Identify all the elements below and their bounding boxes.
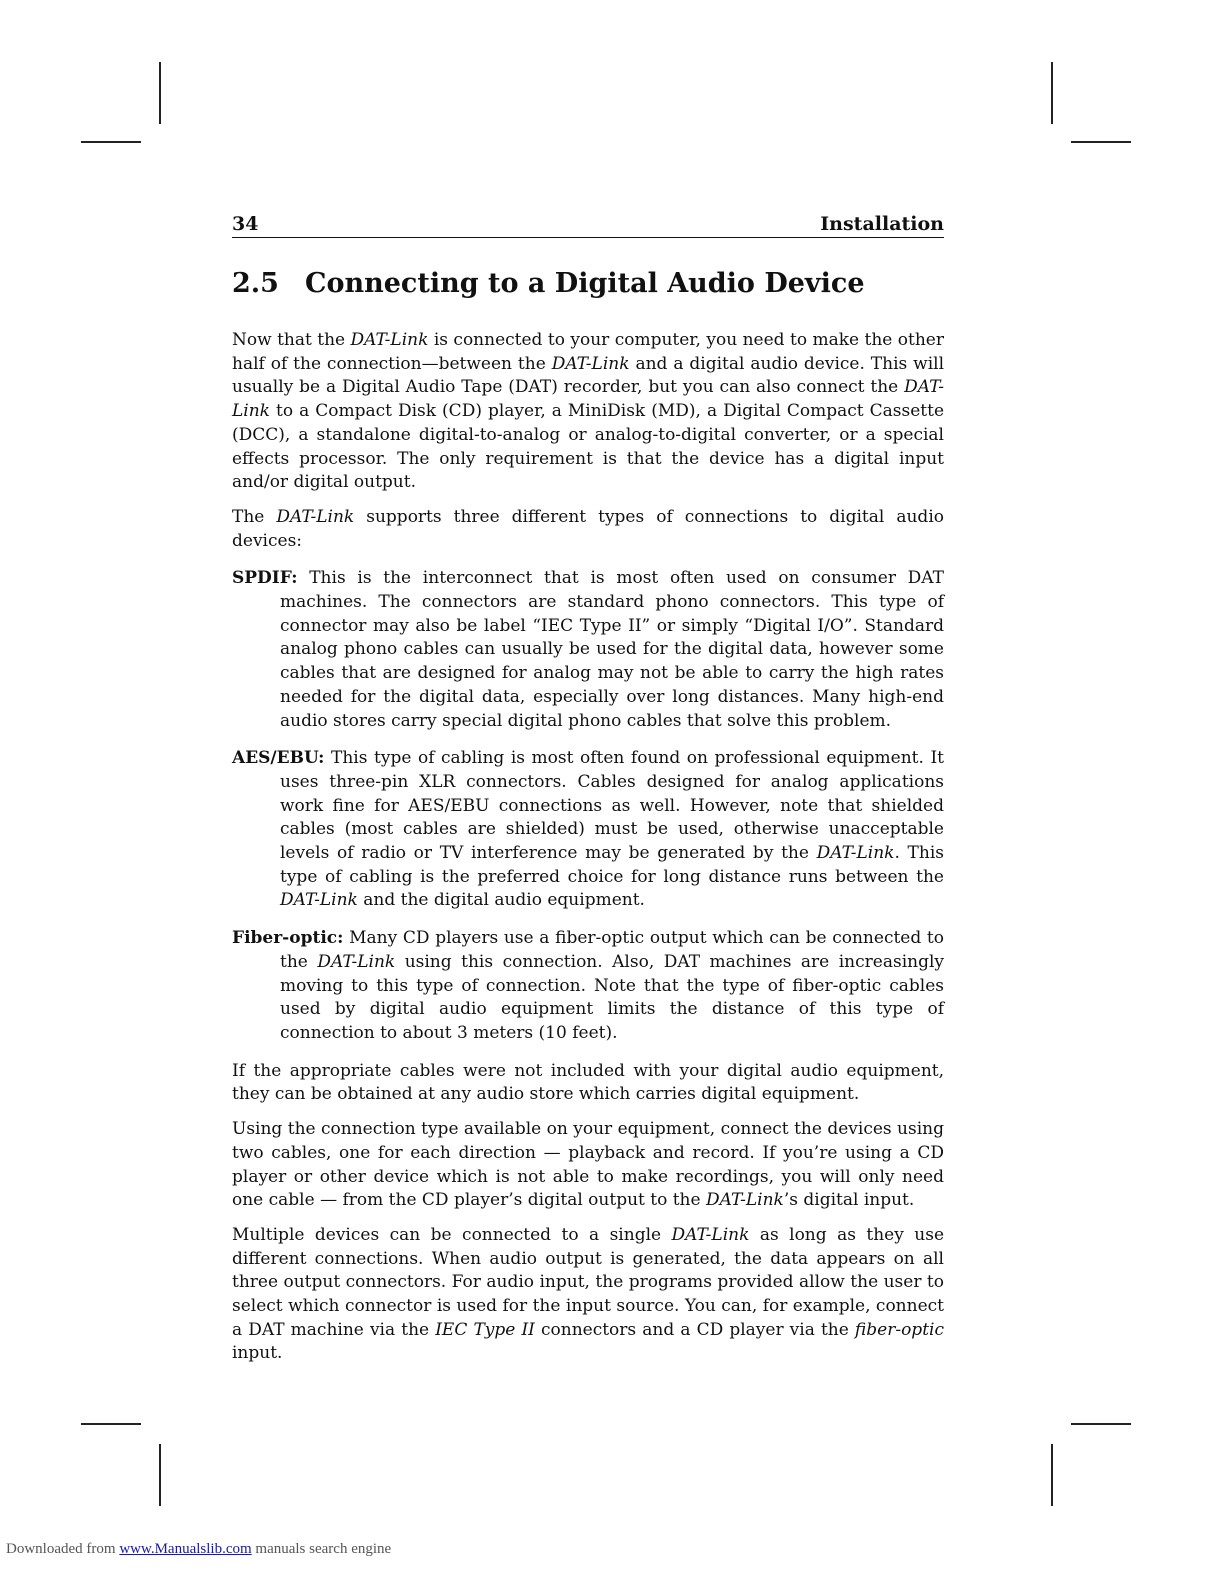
text: ’s digital input. [783, 1190, 915, 1211]
text: Multiple devices can be connected to a single [232, 1224, 672, 1245]
paragraph-multiple-devices [232, 1224, 944, 1366]
crop-mark [1071, 1423, 1131, 1425]
paragraph-connection-types [232, 506, 944, 553]
crop-mark [159, 62, 161, 124]
paragraph-connect-devices [232, 1118, 944, 1213]
crop-mark [1051, 1444, 1053, 1506]
product-name: DAT-Link [232, 377, 944, 422]
crop-mark [1051, 62, 1053, 124]
crop-mark [81, 1423, 141, 1425]
product-name: DAT-Link [816, 843, 895, 864]
definition-text: Many CD players use a fiber-optic output which can be connected to the [280, 928, 944, 972]
section-title [232, 266, 944, 302]
crop-mark [81, 141, 141, 143]
definition-spdif [232, 567, 944, 733]
definition-aes-ebu [232, 747, 944, 913]
definition-text: This is the interconnect that is most often used on consumer DAT machines. The connectors are standard phono connectors. This type of connector may also be label “IEC Type II” or simply “Digital I/O”. Standard analog phono cables can usually be used for the digital data, however some cables that are designed for analog may not be able to carry the high rates needed for the digital data, especially over long distances. Many high-end audio stores carry special digital phono cables that solve this problem. [280, 568, 944, 731]
manualslib-link[interactable]: www.Manualslib.com [119, 1541, 252, 1557]
text: as long as they use different connections. When audio output is generated, the data appears on all three output connectors. For audio input, the programs provided allow the user to select which connector is used for the input source. You can, for example, connect a DAT machine via the [232, 1224, 945, 1340]
product-name: DAT-Link [705, 1190, 784, 1211]
text: input. [232, 1343, 283, 1364]
product-name: DAT-Link [671, 1224, 750, 1245]
definition-text: using this connection. Also, DAT machines are increasingly moving to this type of connection. Note that the type of fiber-optic cables used by digital audio equipment limits the distance of this type of connection to about 3 meters (10 feet). [280, 951, 945, 1043]
crop-mark [1071, 141, 1131, 143]
text: and a digital audio device. This will usually be a Digital Audio Tape (DAT) recorder, but you can also connect the [232, 353, 945, 398]
text: The [232, 506, 277, 527]
running-header [232, 212, 944, 238]
product-name: DAT-Link [551, 353, 630, 374]
definition-term: Fiber-optic: [232, 928, 344, 949]
crop-mark [159, 1444, 161, 1506]
definition-term: SPDIF: [232, 568, 298, 589]
paragraph-intro [232, 329, 944, 495]
product-name: DAT-Link [317, 951, 396, 972]
definition-list [232, 567, 944, 1045]
paragraph-cables: If the appropriate cables were not included with your digital audio equipment, they can be obtained at any audio store which carries digital equipment. [232, 1060, 944, 1105]
section-number: 2.5 [232, 268, 279, 299]
running-title: Installation [820, 213, 944, 235]
footer-text: manuals search engine [251, 1541, 392, 1557]
text: Using the connection type available on your equipment, connect the devices using two cables, one for each direction — playback and record. If you’re using a CD player or other device which is not able to make recordings, you will only need one cable — from the CD player’s digital output to the [232, 1119, 944, 1211]
text: to a Compact Disk (CD) player, a MiniDisk (MD), a Digital Compact Cassette (DCC), a standalone digital-to-analog or analog-to-digital converter, or a special effects processor. The only requirement is that the device has a digital input and/or digital output. [232, 401, 944, 493]
definition-term: AES/EBU: [232, 748, 325, 769]
definition-fiber-optic [232, 927, 944, 1046]
product-name: DAT-Link [350, 330, 429, 350]
footer-text: Downloaded from [6, 1541, 120, 1557]
text: is connected to your computer, you need to make the other half of the connection—between the [232, 330, 944, 374]
page-body [232, 329, 944, 1377]
definition-text: This type of cabling is most often found on professional equipment. It uses three-pin XLR connectors. Cables designed for analog applications work fine for AES/EBU connections as well. However, note that shielded cables (most cables are shielded) must be used, otherwise unacceptable levels of radio or TV interference may be generated by the [280, 748, 944, 864]
emphasis: IEC Type II [435, 1319, 535, 1340]
section-heading: Connecting to a Digital Audio Device [305, 268, 865, 299]
definition-text: . This type of cabling is the preferred choice for long distance runs between the [280, 843, 944, 887]
emphasis: fiber-optic [854, 1319, 944, 1340]
product-name: DAT-Link [276, 506, 355, 527]
text: supports three different types of connections to digital audio devices: [232, 506, 944, 551]
product-name: DAT-Link [280, 890, 358, 911]
text: connectors and a CD player via the [534, 1319, 855, 1340]
text: Now that the [232, 330, 351, 350]
page-number: 34 [232, 213, 259, 235]
download-footer [6, 1541, 391, 1558]
definition-text: and the digital audio equipment. [357, 890, 645, 911]
